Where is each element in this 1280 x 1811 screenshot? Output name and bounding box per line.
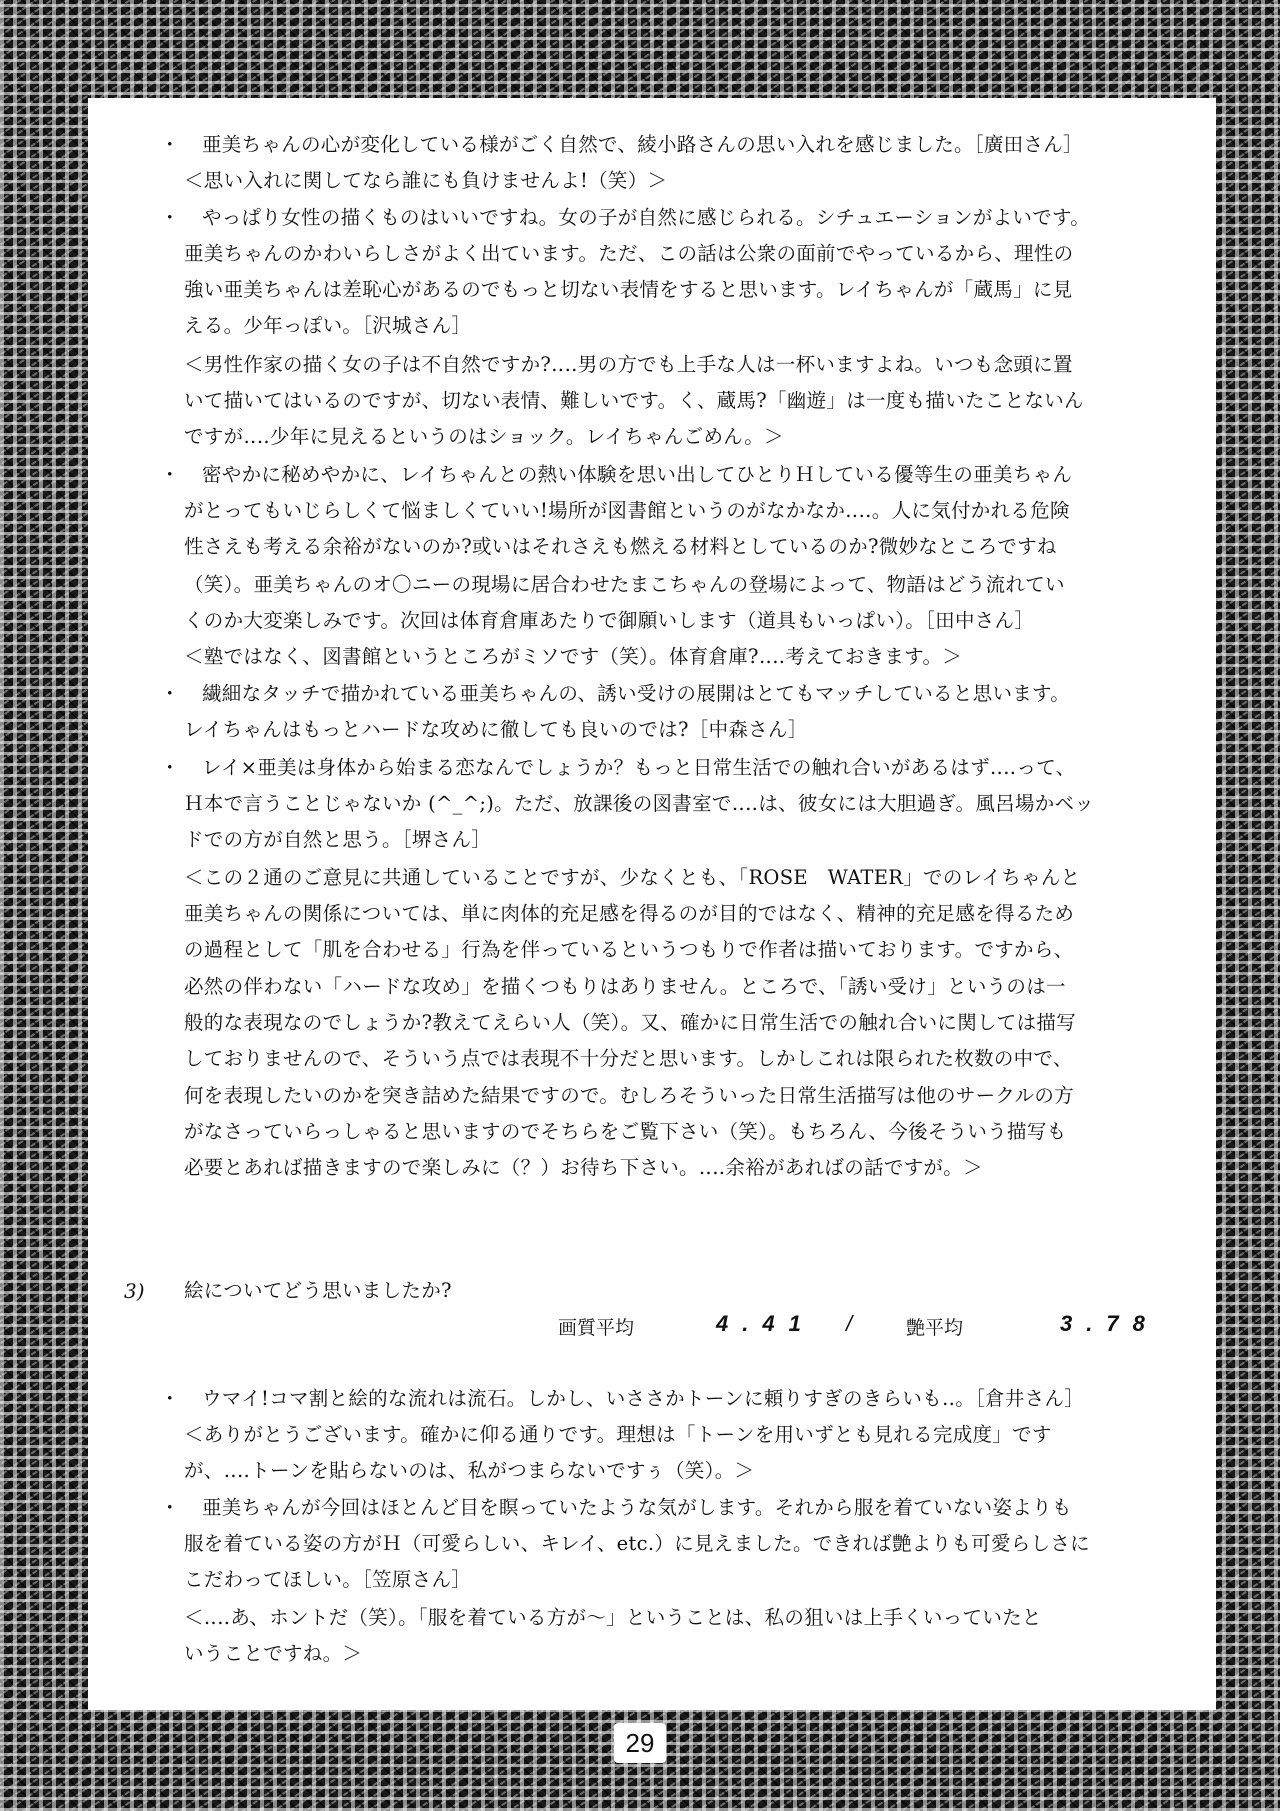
reply-line: 必然の伴わない「ハードな攻め」を描くつもりはありません。ところで、「誘い受け」というのは一	[184, 975, 1066, 998]
reply-line: ＜ありがとうございます。確かに仰る通りです。理想は「トーンを用いずとも見れる完成度」です	[184, 1423, 1052, 1446]
reply-line: 必要とあれば描きますので楽しみに（？）お待ち下さい。‥‥余裕があればの話ですが。＞	[184, 1156, 983, 1179]
reply-line: しておりませんので、そういう点では表現不十分だと思います。しかしこれは限られた枚数の中で、	[184, 1047, 1073, 1070]
comment-line: える。少年っぽい。［沢城さん］	[184, 314, 472, 337]
comment-line: 服を着ている姿の方がＨ（可愛らしい、キレイ、etc.）に見えました。できれば艶よりも可愛らしさに	[184, 1532, 1090, 1555]
reply-line: いて描いてはいるのですが、切ない表情、難しいです。く、蔵馬?「幽遊」は一度も描いたことないん	[184, 389, 1084, 412]
erotic-average-label: 艶平均	[906, 1317, 964, 1339]
reply-line: が、‥‥トーンを貼らないのは、私がつまらないですぅ（笑）。＞	[184, 1459, 755, 1482]
reply-line: がなさっていらっしゃると思いますのでそちらをご覧下さい（笑）。もちろん、今後そういう描写も	[184, 1120, 1067, 1143]
reply-line: ＜この２通のご意見に共通していることですが、少なくとも、「ROSE WATER」でのレイちゃんと	[184, 866, 1081, 889]
bullet-mark: ・	[160, 206, 180, 229]
question-number: 3)	[124, 1279, 145, 1303]
bullet-mark: ・	[160, 1387, 180, 1410]
bullet-mark: ・	[160, 756, 180, 779]
reply-line: 亜美ちゃんの関係については、単に肉体的充足感を得るのが目的ではなく、精神的充足感を得るため	[184, 902, 1075, 925]
reply-line: 何を表現したいのかを突き詰めた結果ですので。むしろそういった日常生活描写は他のサークルの方	[184, 1084, 1075, 1107]
comment-line: ドでの方が自然と思う。［堺さん］	[184, 828, 492, 851]
stat-separator: /	[846, 1311, 853, 1336]
quality-average-label: 画質平均	[558, 1317, 635, 1339]
comment-line: （笑）。亜美ちゃんのオ〇ニーの現場に居合わせたまこちゃんの登場によって、物語はどう流れてい	[184, 573, 1065, 596]
reply-line: 般的な表現なのでしょうか?教えてえらい人（笑）。又、確かに日常生活での触れ合いに関しては描写	[184, 1011, 1077, 1034]
bullet-mark: ・	[160, 463, 180, 486]
comment-line: くのか大変楽しみです。次回は体育倉庫あたりで御願いします（道具もいっぱい）。［田中さん］	[184, 609, 1035, 632]
quality-average-value: 4.41	[716, 1311, 815, 1336]
reply-line: ＜男性作家の描く女の子は不自然ですか?‥‥男の方でも上手な人は一杯いますよね。いつも念頭に置	[184, 353, 1073, 376]
comment-line: レイ×亜美は身体から始まる恋なんでしょうか？もっと日常生活での触れ合いがあるはず‥‥って、	[202, 756, 1076, 779]
question-title: 絵についてどう思いましたか?	[184, 1279, 452, 1302]
reply-line: ＜‥‥あ、ホントだ（笑）。「服を着ている方が～」ということは、私の狙いは上手くいっていたと	[184, 1606, 1042, 1629]
comment-line: 亜美ちゃんのかわいらしさがよく出ています。ただ、この話は公衆の面前でやっているから、理性の	[184, 242, 1074, 265]
comment-line: 亜美ちゃんの心が変化している様がごく自然で、綾小路さんの思い入れを感じました。［廣田さん］	[202, 133, 1083, 156]
bullet-mark: ・	[160, 682, 180, 705]
reply-line: ですが‥‥少年に見えるというのはショック。レイちゃんごめん。＞	[184, 425, 784, 448]
comment-line: レイちゃんはもっとハードな攻めに徹しても良いのでは?［中森さん］	[184, 718, 808, 741]
comment-line: がとってもいじらしくて悩ましくていい!場所が図書館というのがなかなか‥‥。人に気付かれる危険	[184, 499, 1070, 522]
comment-line: 密やかに秘めやかに、レイちゃんとの熱い体験を思い出してひとりＨしている優等生の亜美ちゃん	[202, 463, 1073, 486]
reply-line: の過程として「肌を合わせる」行為を伴っているというつもりで作者は描いております。ですから、	[184, 938, 1074, 961]
comment-line: 性さえも考える余裕がないのか?或いはそれさえも燃える材料としているのか?微妙なところですね	[184, 535, 1057, 558]
bullet-mark: ・	[160, 133, 180, 156]
page-content	[88, 98, 1216, 1710]
comment-line: やっぱり女性の描くものはいいですね。女の子が自然に感じられる。シチュエーションがよいです。	[202, 206, 1091, 229]
comment-line: ウマイ!コマ割と絵的な流れは流石。しかし、いささかトーンに頼りすぎのきらいも‥。［倉井さん］	[202, 1387, 1085, 1410]
reply-line: ＜思い入れに関してなら誰にも負けませんよ!（笑）＞	[184, 169, 668, 192]
comment-line: 強い亜美ちゃんは差恥心があるのでもっと切ない表情をすると思います。レイちゃんが「蔵馬」に見	[184, 278, 1073, 301]
bullet-mark: ・	[160, 1496, 180, 1519]
reply-line: いうことですね。＞	[184, 1642, 363, 1665]
erotic-average-value: 3.78	[1060, 1311, 1159, 1336]
comment-line: Ｈ本で言うことじゃないか (^_^;)。ただ、放課後の図書室で‥‥は、彼女には大胆過ぎ。風呂場かベッ	[184, 792, 1095, 815]
reply-line: ＜塾ではなく、図書館というところがミソです（笑）。体育倉庫?‥‥考えておきます。＞	[184, 645, 963, 668]
comment-line: こだわってほしい。［笠原さん］	[184, 1568, 472, 1591]
document-page	[88, 98, 1216, 1710]
page-number: 29	[614, 1723, 666, 1763]
comment-line: 亜美ちゃんが今回はほとんど目を瞑っていたような気がします。それから服を着ていない姿よりも	[202, 1496, 1072, 1519]
comment-line: 繊細なタッチで描かれている亜美ちゃんの、誘い受けの展開はとてもマッチしていると思います。	[202, 682, 1071, 705]
